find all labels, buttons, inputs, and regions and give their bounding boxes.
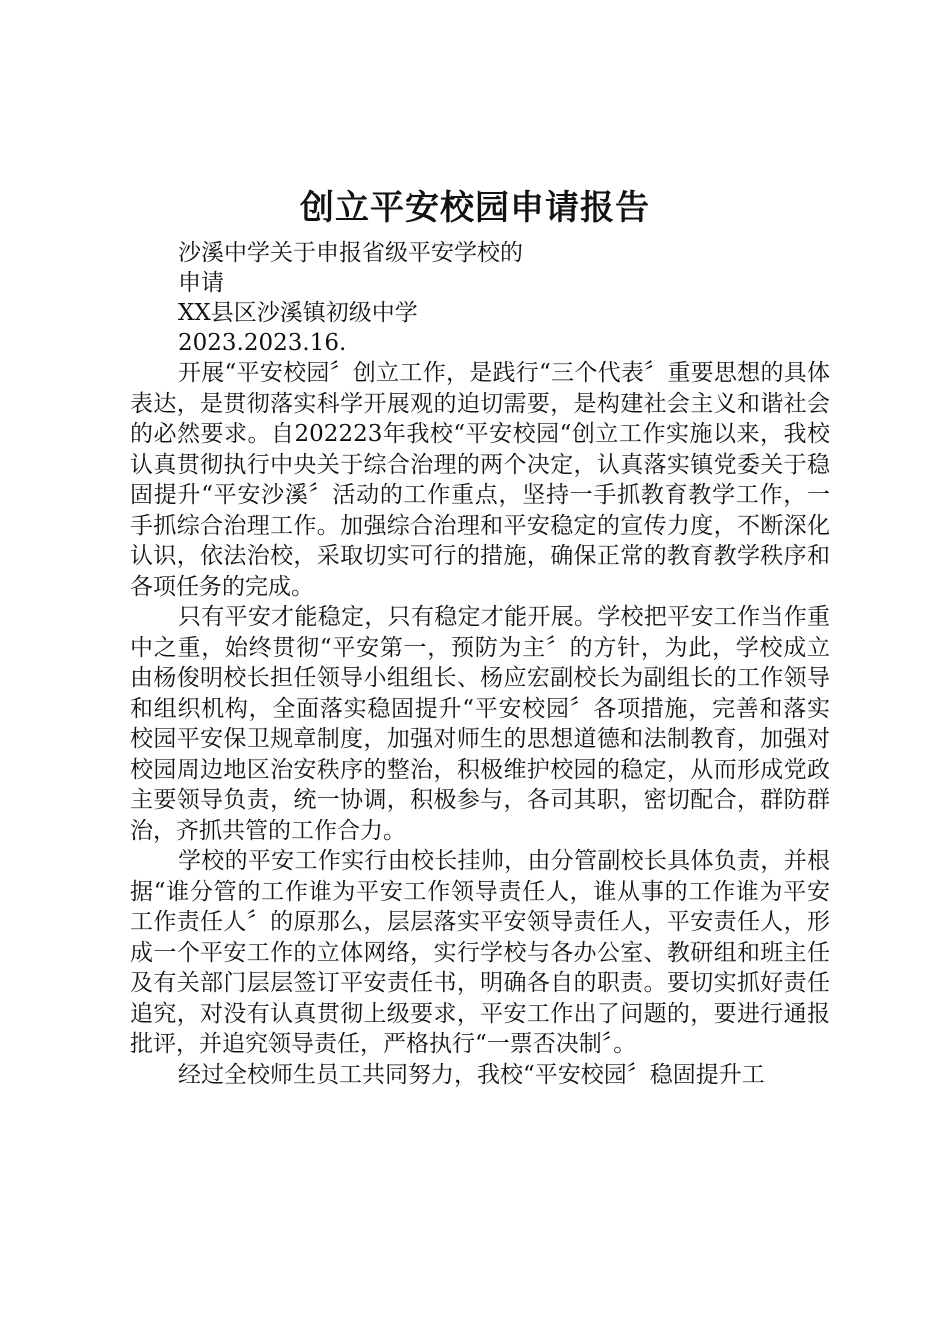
body-paragraph: 只有平安才能稳定，只有稳定才能开展。学校把平安工作当作重中之重，始终贯彻“平安第一，预防为主〞的方针，为此，学校成立由杨俊明校长担任领导小组组长、杨应宏副校长为副组长的工作领导和组织机构，全面落实稳固提升“平安校园〞各项措施，完善和落实校园平安保卫规章制度，加强对师生的思想道德和法制教育，加强对校园周边地区治安秩序的整治，积极维护校园的稳定，从而形成党政主要领导负责，统一协调，积极参与，各司其职，密切配合，群防群治，齐抓共管的工作合力。	[130, 604, 830, 844]
header-line-application: 申请	[178, 270, 224, 296]
body-paragraph: 开展“平安校园〞创立工作，是践行“三个代表〞重要思想的具体表达，是贯彻落实科学开展观的迫切需要，是构建社会主义和谐社会的必然要求。自202223年我校“平安校园“创立工作实施以来，我校认真贯彻执行中央关于综合治理的两个决定，认真落实镇党委关于稳固提升“平安沙溪〞活动的工作重点，坚持一手抓教育教学工作，一手抓综合治理工作。加强综合治理和平安稳定的宣传力度，不断深化认识，依法治校，采取切实可行的措施，确保正常的教育教学秩序和各项任务的完成。	[130, 360, 830, 600]
header-line-date: 2023.2023.16.	[178, 330, 347, 356]
header-line-school-name: XX县区沙溪镇初级中学	[178, 300, 418, 326]
body-paragraph: 经过全校师生员工共同努力，我校“平安校园〞稳固提升工	[178, 1061, 765, 1088]
document-title: 创立平安校园申请报告	[300, 188, 650, 228]
header-line-school-application: 沙溪中学关于申报省级平安学校的	[178, 240, 523, 266]
body-paragraph: 学校的平安工作实行由校长挂帅，由分管副校长具体负责，并根据“谁分管的工作谁为平安工作领导责任人，谁从事的工作谁为平安工作责任人〞的原那么，层层落实平安领导责任人，平安责任人，形成一个平安工作的立体网络，实行学校与各办公室、教研组和班主任及有关部门层层签订平安责任书，明确各自的职责。要切实抓好责任追究，对没有认真贯彻上级要求，平安工作出了问题的，要进行通报批评，并追究领导责任，严格执行“一票否决制〞。	[130, 848, 830, 1057]
document-body	[130, 358, 830, 1090]
